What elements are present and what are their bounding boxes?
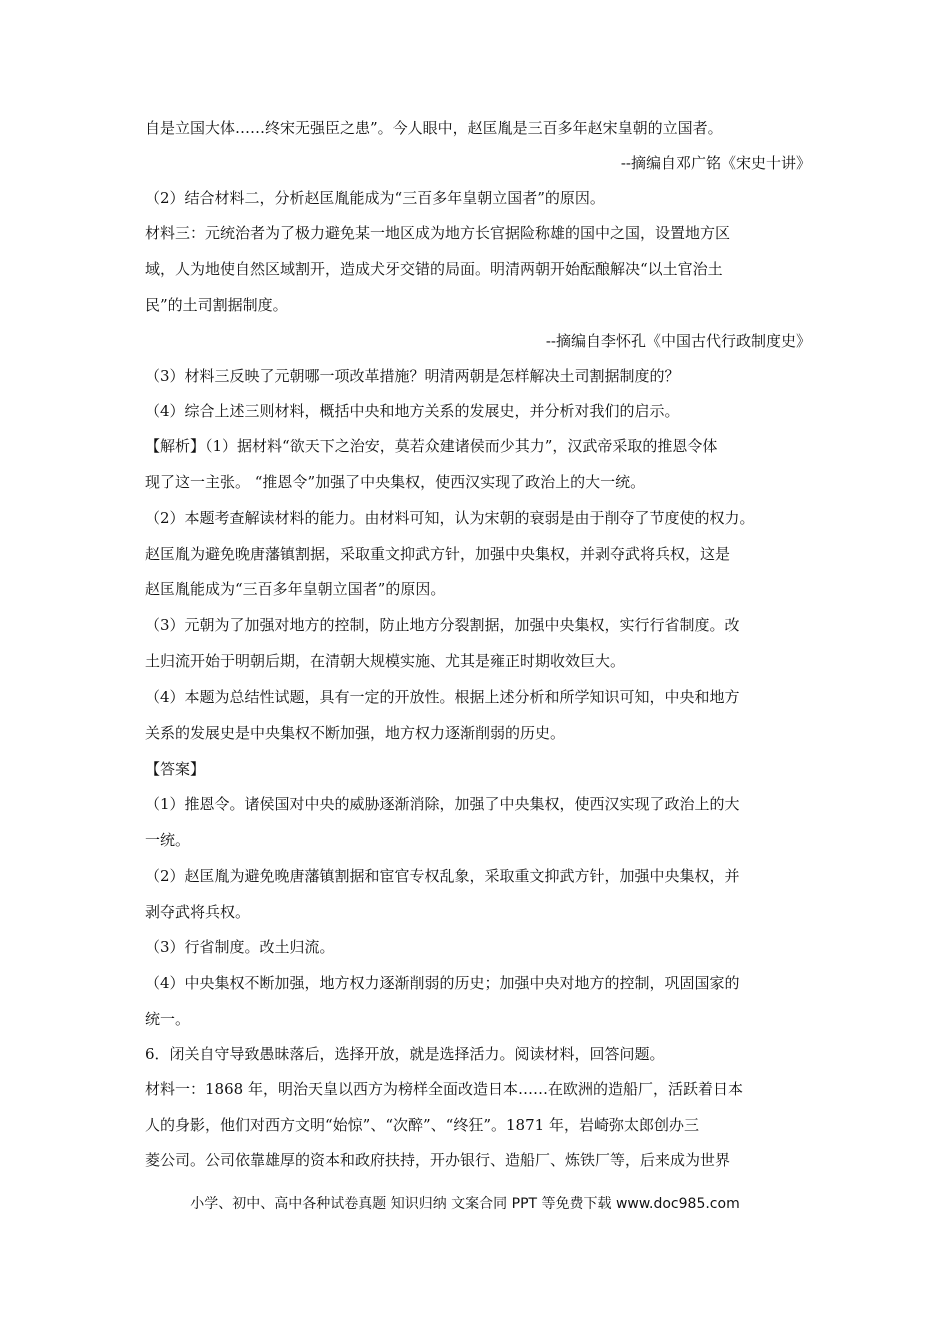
question-line: （2）结合材料二，分析赵匡胤能成为“三百多年皇朝立国者”的原因。 — [145, 189, 605, 207]
question-line: （4）综合上述三则材料，概括中央和地方关系的发展史，并分析对我们的启示。 — [145, 402, 680, 420]
text-line: 域，人为地使自然区域割开，造成犬牙交错的局面。明清两朝开始酝酿解决“以土官治土 — [145, 260, 723, 278]
answer-line: 剥夺武将兵权。 — [145, 903, 251, 921]
analysis-line: （3）元朝为了加强对地方的控制，防止地方分裂割据，加强中央集权，实行行省制度。改 — [145, 616, 740, 634]
question-line: 6．闭关自守导致愚昧落后，选择开放，就是选择活力。阅读材料，回答问题。 — [145, 1045, 665, 1063]
answer-line: 一统。 — [145, 831, 191, 849]
text-line: 菱公司。公司依靠雄厚的资本和政府扶持，开办银行、造船厂、炼铁厂等，后来成为世界 — [145, 1151, 731, 1169]
text-line: 人的身影，他们对西方文明“始惊”、“次醉”、“终狂”。1871 年，岩崎弥太郎创办三 — [145, 1116, 699, 1134]
source-citation: --摘编自邓广铭《宋史十讲》 — [620, 154, 811, 172]
analysis-line: 赵匡胤能成为“三百多年皇朝立国者”的原因。 — [145, 580, 446, 598]
answer-line: 统一。 — [145, 1010, 191, 1028]
analysis-line: 现了这一主张。 “推恩令”加强了中央集权，使西汉实现了政治上的大一统。 — [145, 473, 646, 491]
answer-heading: 【答案】 — [145, 760, 206, 778]
analysis-line: 赵匡胤为避免晚唐藩镇割据，采取重文抑武方针，加强中央集权，并剥夺武将兵权，这是 — [145, 545, 731, 563]
analysis-line: 【解析】（1）据材料“欲天下之治安，莫若众建诸侯而少其力”，汉武帝采取的推恩令体 — [145, 437, 718, 455]
text-line: 材料三：元统治者为了极力避免某一地区成为地方长官据险称雄的国中之国，设置地方区 — [145, 224, 731, 242]
text-line: 自是立国大体……终宋无强臣之患”。今人眼中，赵匡胤是三百多年赵宋皇朝的立国者。 — [145, 119, 723, 137]
answer-line: （1）推恩令。诸侯国对中央的威胁逐渐消除，加强了中央集权，使西汉实现了政治上的大 — [145, 795, 740, 813]
answer-line: （4）中央集权不断加强，地方权力逐渐削弱的历史；加强中央对地方的控制，巩固国家的 — [145, 974, 740, 992]
answer-line: （3）行省制度。改土归流。 — [145, 938, 335, 956]
analysis-line: （2）本题考查解读材料的能力。由材料可知，认为宋朝的衰弱是由于削夺了节度使的权力。 — [145, 509, 755, 527]
text-line: 材料一：1868 年，明治天皇以西方为榜样全面改造日本……在欧洲的造船厂，活跃着日本 — [145, 1080, 743, 1098]
answer-line: （2）赵匡胤为避免晚唐藩镇割据和宦官专权乱象，采取重文抑武方针，加强中央集权，并 — [145, 867, 740, 885]
page-footer: 小学、初中、高中各种试卷真题 知识归纳 文案合同 PPT 等免费下载 www.doc985.com — [190, 1196, 740, 1212]
analysis-line: （4）本题为总结性试题，具有一定的开放性。根据上述分析和所学知识可知，中央和地方 — [145, 688, 740, 706]
source-citation: --摘编自李怀孔《中国古代行政制度史》 — [545, 332, 811, 350]
analysis-line: 关系的发展史是中央集权不断加强，地方权力逐渐削弱的历史。 — [145, 724, 566, 742]
question-line: （3）材料三反映了元朝哪一项改革措施？明清两朝是怎样解决土司割据制度的？ — [145, 367, 680, 385]
text-line: 民”的土司割据制度。 — [145, 296, 288, 314]
analysis-line: 土归流开始于明朝后期，在清朝大规模实施、尤其是雍正时期收效巨大。 — [145, 652, 626, 670]
